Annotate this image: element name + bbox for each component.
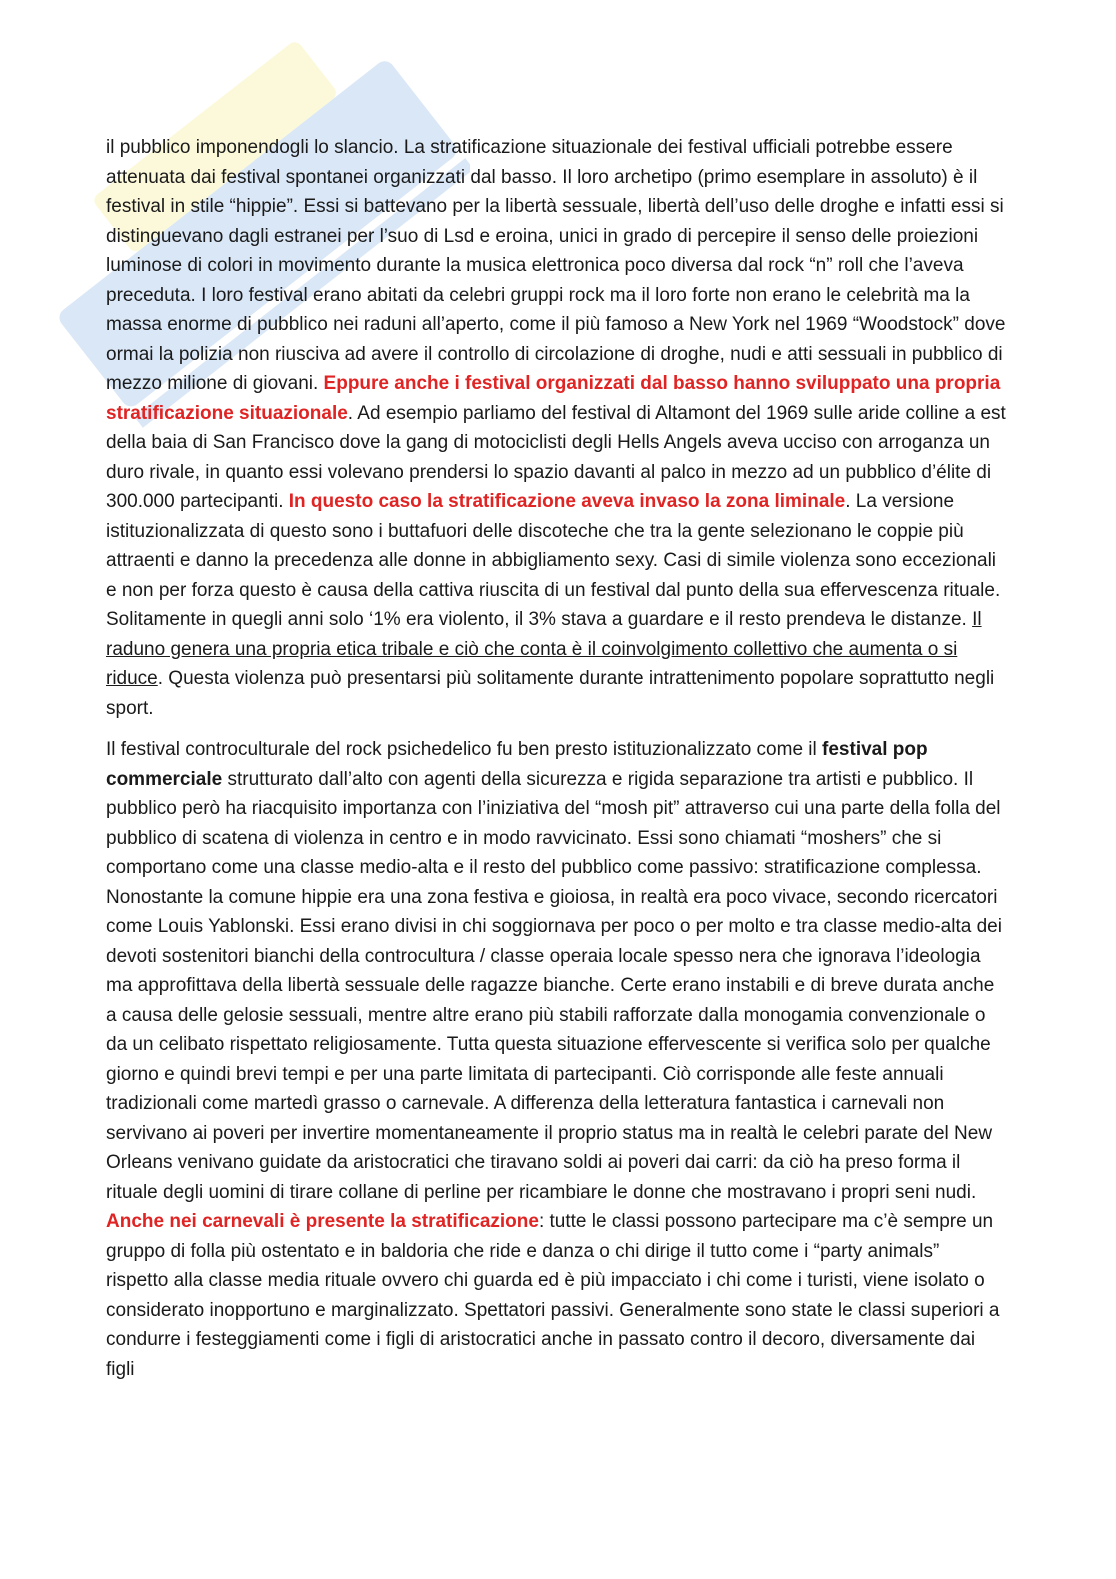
highlight-red: In questo caso la stratificazione aveva invaso la zona liminale xyxy=(288,491,846,512)
text-span: Il festival controculturale del rock psichedelico fu ben presto istituzionalizzato come il xyxy=(106,739,823,760)
highlight-red: Anche nei carnevali è presente la stratificazione xyxy=(106,1211,539,1232)
text-span: . Ad esempio parliamo del festival di Altamont del 1969 sulle aride colline a est della baia di San Francisco dove la gang di motociclisti degli Hells Angels aveva ucciso con arroganza un duro rivale, in quanto essi volevano prendersi lo spazio davanti al palco in mezzo ad un pubblico d’élite di 300.000 partecipanti. xyxy=(106,402,1006,512)
underlined-text: Il raduno genera una propria etica tribale e ciò che conta è il coinvolgimento collettivo che aumenta o si riduce xyxy=(106,609,982,689)
text-span: . Questa violenza può presentarsi più solitamente durante intrattenimento popolare soprattutto negli sport. xyxy=(106,668,995,719)
bold-text: festival pop commerciale xyxy=(106,739,928,790)
text-span: strutturato dall’alto con agenti della sicurezza e rigida separazione tra artisti e pubblico. Il pubblico però ha riacquisito importanza con l’iniziativa del “mosh pit” attraverso cui una parte della folla del pubblico di scatena di violenza in centro e in modo ravvicinato. Essi sono chiamati “moshers” che si comportano come una classe medio-alta e il resto del pubblico come passivo: stratificazione complessa. Nonostante la comune hippie era una zona festiva e gioiosa, in realtà era poco vivace, secondo ricercatori come Louis Yablonski. Essi erano divisi in chi soggiornava per poco o per molto e tra classe medio-alta dei devoti sostenitori bianchi della controcultura / classe operaia locale spesso nera che ignorava l’ideologia ma approfittava della libertà sessuale delle ragazze bianche. Certe erano instabili e di breve durata anche a causa delle gelosie sessuali, mentre altre erano più stabili rafforzate dalla monogamia convenzionale o da un celibato rispettato religiosamente. Tutta questa situazione effervescente si verifica solo per qualche giorno e quindi brevi tempi e per una parte limitata di partecipanti. Ciò corrisponde alle feste annuali tradizionali come martedì grasso o carnevale. A differenza della letteratura fantastica i carnevali non servivano ai poveri per invertire momentaneamente il proprio status ma in realtà le celebri parate del New Orleans venivano guidate da aristocratici che tiravano soldi ai poveri dai carri: da ciò ha preso forma il rituale degli uomini di tirare collane di perline per ricambiare le donne che mostravano i propri seni nudi. xyxy=(106,768,1002,1203)
highlight-red: Eppure anche i festival organizzati dal basso hanno sviluppato una propria stratificazione situazionale xyxy=(106,373,1001,424)
text-span: il pubblico imponendogli lo slancio. La stratificazione situazionale dei festival ufficiali potrebbe essere attenuata dai festival spontanei organizzati dal basso. Il loro archetipo (primo esemplare in assoluto) è il festival in stile “hippie”. Essi si battevano per la libertà sessuale, libertà dell’uso delle droghe e infatti essi si distinguevano dagli estranei per l’suo di Lsd e eroina, unici in grado di percepire il senso delle proiezioni luminose di colori in movimento durante la musica elettronica poco diversa dal rock “n” roll che l’aveva preceduta. I loro festival erano abitati da celebri gruppi rock ma il loro forte non erano le celebrità ma la massa enorme di pubblico nei raduni all’aperto, come il più famoso a New York nel 1969 “Woodstock” dove ormai la polizia non riusciva ad avere il controllo di circolazione di droghe, nudi e atti sessuali in pubblico di mezzo milione di giovani. xyxy=(106,137,1006,394)
text-span: . La versione istituzionalizzata di questo sono i buttafuori delle discoteche che tra la gente selezionano le coppie più attraenti e danno la precedenza alle donne in abbigliamento sexy. Casi di simile violenza sono eccezionali e non per forza questo è causa della cattiva riuscita di un festival dal punto della sua effervescenza rituale. Solitamente in quegli anni solo ‘1% era violento, il 3% stava a guardare e il resto prendeva le distanze. xyxy=(106,491,1001,630)
paragraph-1 xyxy=(106,133,1006,723)
paragraph-2 xyxy=(106,735,1006,1384)
text-span: : tutte le classi possono partecipare ma c’è sempre un gruppo di folla più ostentato e in baldoria che ride e danza o chi dirige il tutto come i “party animals” rispetto alla classe media rituale ovvero chi guarda ed è più impacciato i chi come i turisti, viene isolato o considerato inopportuno e marginalizzato. Spettatori passivi. Generalmente sono state le classi superiori a condurre i festeggiamenti come i figli di aristocratici anche in passato contro il decoro, diversamente dai figli xyxy=(106,1211,1000,1380)
document-body xyxy=(106,133,1006,1384)
